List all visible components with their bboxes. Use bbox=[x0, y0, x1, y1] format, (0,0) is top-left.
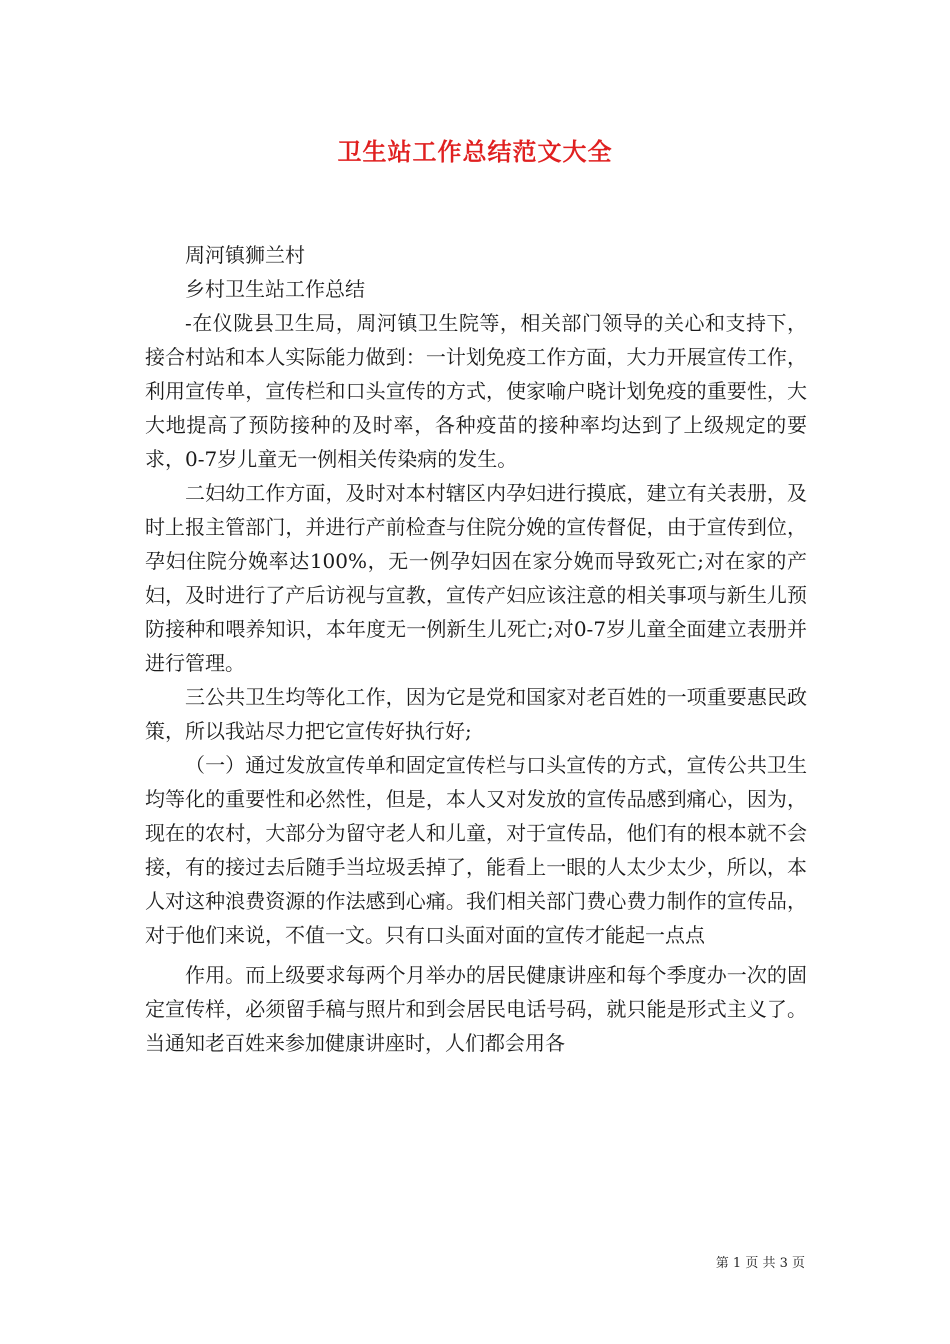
paragraph-subtitle: 乡村卫生站工作总结 bbox=[185, 277, 365, 301]
page-number: 第 1 页 共 3 页 bbox=[715, 1256, 805, 1271]
paragraph-immunization: -在仪陇县卫生局，周河镇卫生院等，相关部门领导的关心和支持下，接合村站和本人实际能力做到：一计划免疫工作方面，大力开展宣传工作，利用宣传单，宣传栏和口头宣传的方式，使家喻户晓计划免疫的重要性，大大地提高了预防接种的及时率，各种疫苗的接种率均达到了上级规定的要求，0-7岁儿童无一例相关传染病的发生。 bbox=[145, 311, 807, 471]
paragraph-publicity: （一）通过发放宣传单和固定宣传栏与口头宣传的方式，宣传公共卫生均等化的重要性和必然性，但是，本人又对发放的宣传品感到痛心，因为，现在的农村，大部分为留守老人和儿童，对于宣传品，他们有的根本就不会接，有的接过去后随手当垃圾丢掉了，能看上一眼的人太少太少，所以，本人对这种浪费资源的作法感到心痛。我们相关部门费心费力制作的宣传品，对于他们来说，不值一文。只有口头面对面的宣传才能起一点点 bbox=[145, 753, 807, 947]
paragraph-maternal: 二妇幼工作方面，及时对本村辖区内孕妇进行摸底，建立有关表册，及时上报主管部门，并进行产前检查与住院分娩的宣传督促，由于宣传到位，孕妇住院分娩率达100%，无一例孕妇因在家分娩而导致死亡;对在家的产妇，及时进行了产后访视与宣教，宣传产妇应该注意的相关事项与新生儿预防接种和喂养知识，本年度无一例新生儿死亡;对0-7岁儿童全面建立表册并进行管理。 bbox=[145, 481, 807, 675]
paragraph-public-health: 三公共卫生均等化工作，因为它是党和国家对老百姓的一项重要惠民政策，所以我站尽力把它宣传好执行好; bbox=[145, 685, 807, 743]
paragraph-village: 周河镇狮兰村 bbox=[185, 243, 305, 267]
document-title: 卫生站工作总结范文大全 bbox=[337, 137, 613, 166]
document-body bbox=[145, 238, 807, 1060]
paragraph-effect: 作用。而上级要求每两个月举办的居民健康讲座和每个季度办一次的固定宣传样，必须留手稿与照片和到会居民电话号码，就只能是形式主义了。当通知老百姓来参加健康讲座时，人们都会用各 bbox=[145, 963, 807, 1055]
